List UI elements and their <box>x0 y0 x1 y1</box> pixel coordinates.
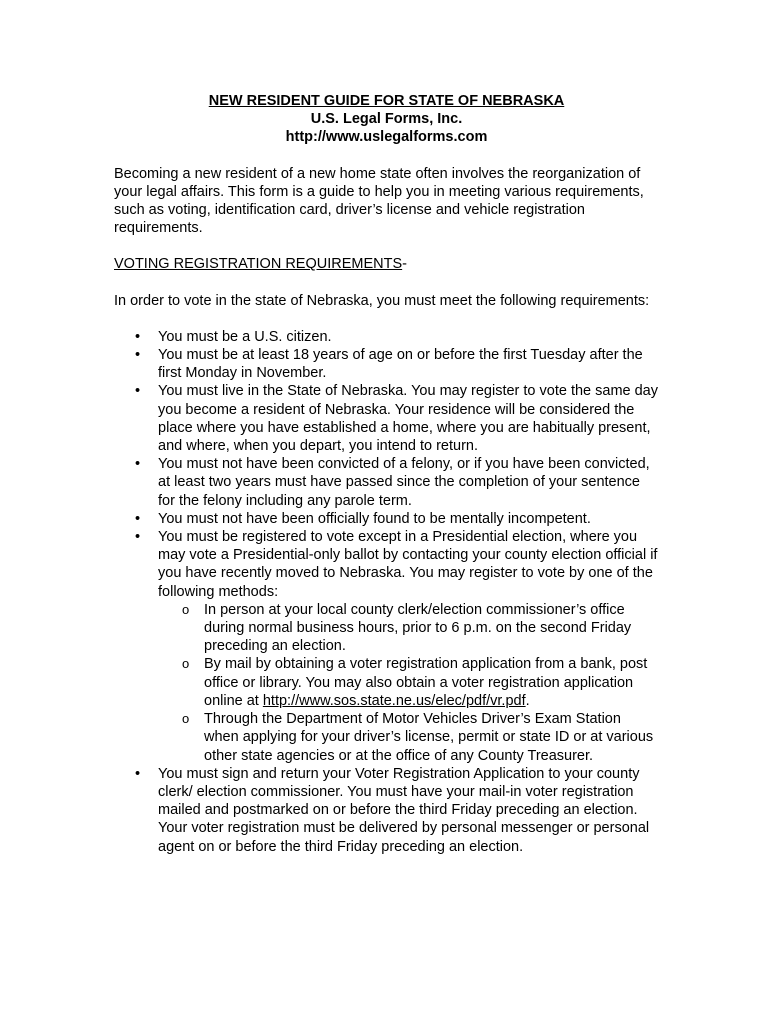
circle-bullet-icon: o <box>182 711 190 727</box>
bullet-icon: • <box>135 456 141 473</box>
circle-bullet-icon: o <box>182 656 190 672</box>
requirements-list <box>114 328 659 856</box>
list-item-text: You must live in the State of Nebraska. You may register to vote the same day you become a resident of Nebraska. Your residence will be considered the place where you have established a home, where you are habitually present, and where, when you depart, you intend to return. <box>158 383 658 455</box>
voter-registration-pdf-link[interactable]: http://www.sos.state.ne.us/elec/pdf/vr.pdf <box>262 692 526 709</box>
sub-list-item-text: In person at your local county clerk/election commissioner’s office during normal business hours, prior to 6 p.m. on the second Friday preceding an election. <box>204 601 632 655</box>
document-header <box>114 92 659 147</box>
sub-list-item <box>158 601 659 656</box>
circle-bullet-icon: o <box>182 601 190 617</box>
list-item-text: You must not have been convicted of a felony, or if you have been convicted, at least two years must have passed since the completion of your sentence for the felony including any parole term. <box>158 456 650 509</box>
list-item <box>114 510 659 528</box>
section-lead: In order to vote in the state of Nebraska, you must meet the following requirements: <box>114 292 650 309</box>
bullet-icon: • <box>135 765 141 782</box>
list-item-text: You must be at least 18 years of age on or before the first Tuesday after the first Monday in November. <box>158 347 643 382</box>
list-item <box>114 528 659 765</box>
bullet-icon: • <box>135 529 141 546</box>
section-heading-text: VOTING REGISTRATION REQUIREMENTS <box>114 256 403 273</box>
sub-list-item <box>158 655 659 710</box>
document-title: NEW RESIDENT GUIDE FOR STATE OF NEBRASKA <box>208 93 565 109</box>
section-heading <box>114 255 659 273</box>
bullet-icon: • <box>135 383 141 400</box>
section-heading-suffix: - <box>402 256 407 273</box>
document-page <box>114 92 659 856</box>
registration-methods-list <box>158 601 659 765</box>
list-item-text: You must not have been officially found to be mentally incompetent. <box>158 510 591 527</box>
list-item <box>114 455 659 510</box>
list-item <box>114 328 659 346</box>
intro-paragraph: Becoming a new resident of a new home state often involves the reorganization of your legal affairs. This form is a guide to help you in meeting various requirements, such as voting, identification card, driver’s license and vehicle registration requirements. <box>114 165 644 237</box>
bullet-icon: • <box>135 328 141 345</box>
sub-list-item-text: By mail by obtaining a voter registration application from a bank, post office or library. You may also obtain a voter registration application online at <box>204 656 648 709</box>
company-name: U.S. Legal Forms, Inc. <box>310 111 463 128</box>
list-item-text: You must be a U.S. citizen. <box>158 328 332 345</box>
list-item <box>114 382 659 455</box>
sub-list-item <box>158 710 659 765</box>
bullet-icon: • <box>135 347 141 364</box>
list-item-text: You must be registered to vote except in a Presidential election, where you may vote a Presidential-only ballot by contacting your county election official if you have recently moved to Nebraska. You may register to vote by one of the following methods: <box>158 529 658 600</box>
list-item-text: You must sign and return your Voter Registration Application to your county clerk/ election commissioner. You must have your mail-in voter registration mailed and postmarked on or before the third Friday preceding an election. Your voter registration must be delivered by personal messenger or personal agent on or before the third Friday preceding an election. <box>158 765 650 855</box>
list-item <box>114 765 659 856</box>
sub-list-item-text-end: . <box>525 692 530 709</box>
company-url: http://www.uslegalforms.com <box>285 129 488 146</box>
bullet-icon: • <box>135 510 141 527</box>
sub-list-item-text: Through the Department of Motor Vehicles Driver’s Exam Station when applying for your driver’s license, permit or state ID or at various other state agencies or at the office of any County Treasurer. <box>204 711 654 764</box>
list-item <box>114 346 659 382</box>
